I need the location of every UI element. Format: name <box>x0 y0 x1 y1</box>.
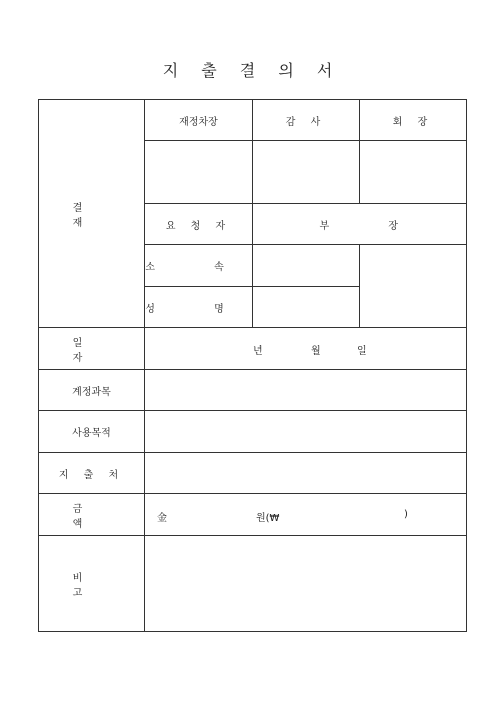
payee-label: 지 출 처 <box>39 453 145 494</box>
expense-form-table <box>38 99 467 632</box>
amount-won-label: 원(₩ <box>256 513 280 524</box>
amount-label: 금 액 <box>39 494 145 536</box>
date-field[interactable] <box>145 328 467 370</box>
name-field[interactable] <box>253 287 360 328</box>
department-label: 소 속 <box>145 245 253 287</box>
signature-box-auditor[interactable] <box>253 141 360 204</box>
remarks-field[interactable] <box>145 536 467 632</box>
signature-box-president[interactable] <box>360 141 467 204</box>
department-field[interactable] <box>253 245 360 287</box>
date-label: 일 자 <box>39 328 145 370</box>
name-label: 성 명 <box>145 287 253 328</box>
amount-close-paren: ) <box>404 509 408 520</box>
payee-field[interactable] <box>145 453 467 494</box>
date-day-label: 일 <box>357 346 367 357</box>
manager-signature-box[interactable] <box>360 245 467 328</box>
account-field[interactable] <box>145 370 467 411</box>
amount-prefix: 金 <box>157 513 167 524</box>
purpose-field[interactable] <box>145 411 467 453</box>
requester-label: 요 청 자 <box>145 204 253 245</box>
account-label: 계정과목 <box>39 370 145 411</box>
approval-header-finance: 재정차장 <box>145 100 253 141</box>
amount-field[interactable] <box>145 494 467 536</box>
remarks-label: 비 고 <box>39 536 145 632</box>
approval-label: 결 재 <box>39 100 145 328</box>
manager-label: 부 장 <box>253 204 467 245</box>
date-year-label: 년 <box>253 346 263 357</box>
signature-box-finance[interactable] <box>145 141 253 204</box>
approval-header-auditor: 감 사 <box>253 100 360 141</box>
date-month-label: 월 <box>311 346 321 357</box>
purpose-label: 사용목적 <box>39 411 145 453</box>
document-title: 지 출 결 의 서 <box>162 61 342 80</box>
approval-header-president: 회 장 <box>360 100 467 141</box>
